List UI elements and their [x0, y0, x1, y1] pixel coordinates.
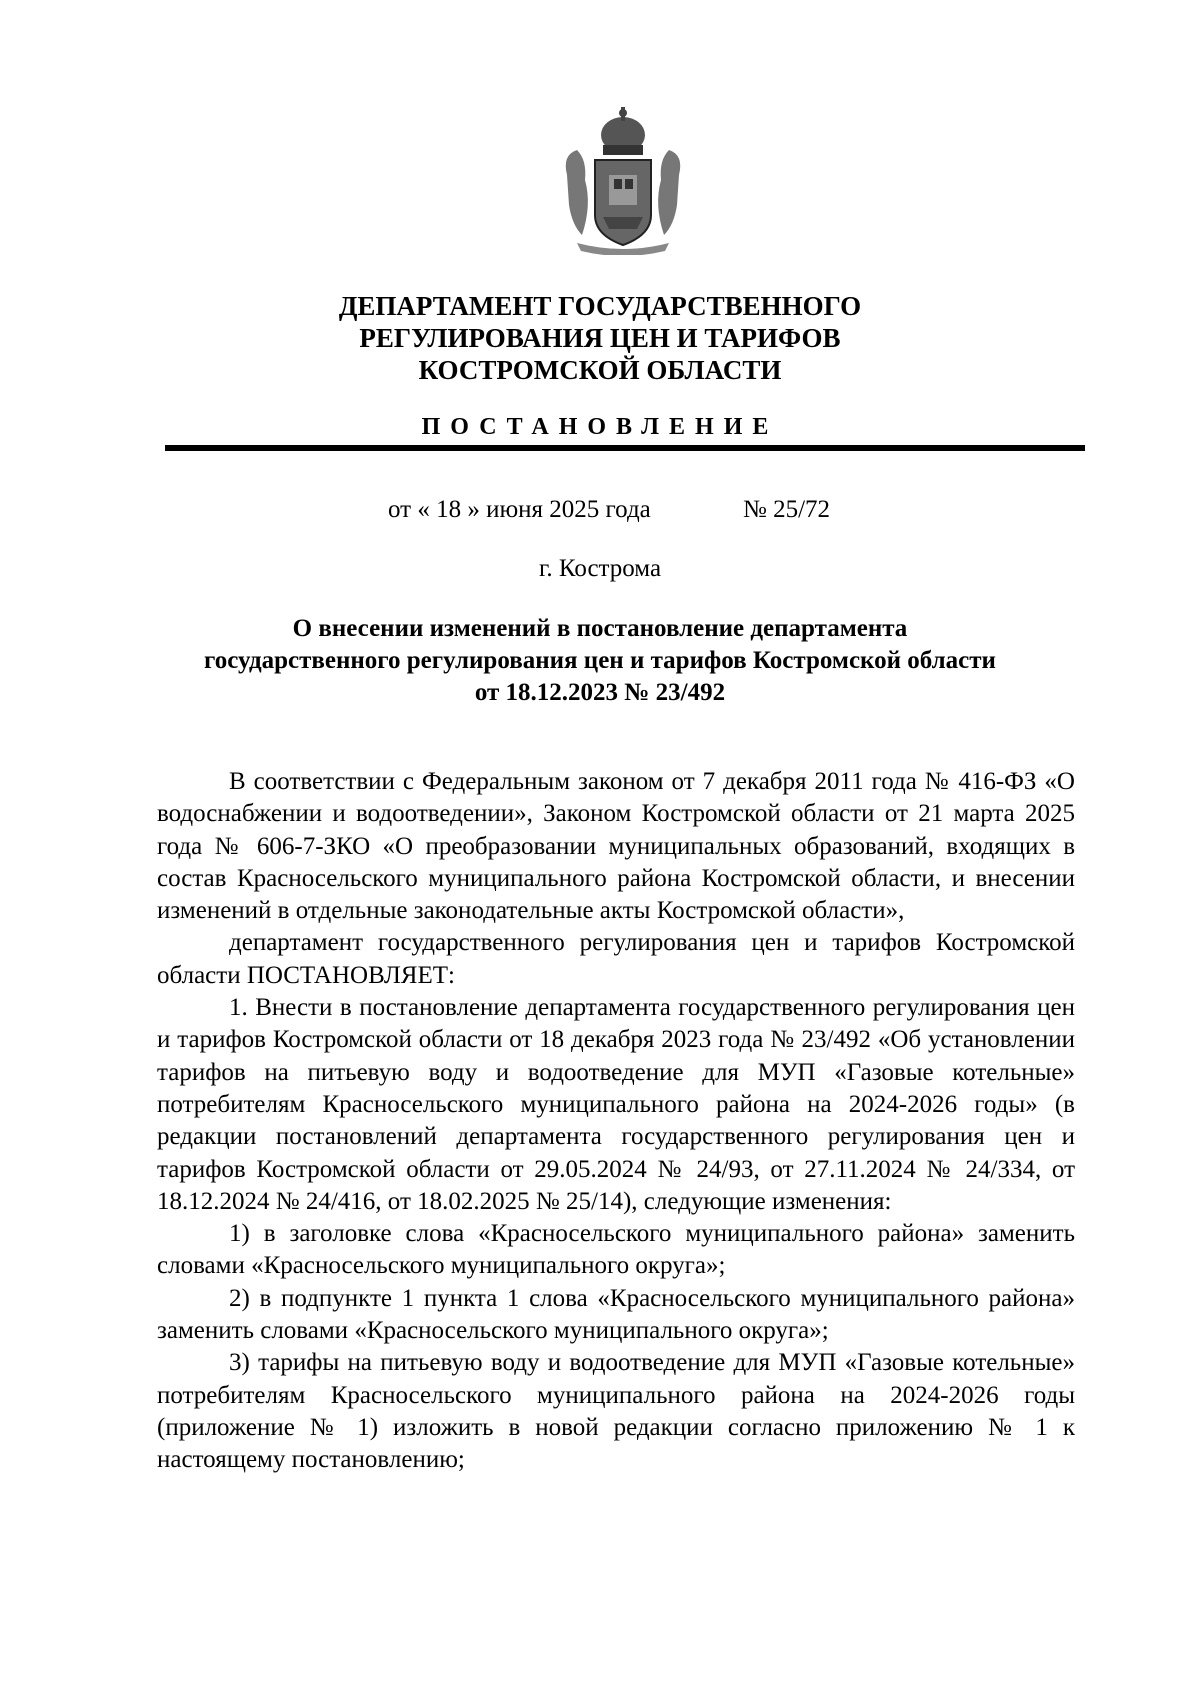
- document-heading: [0, 613, 1200, 709]
- department-name-line: ДЕПАРТАМЕНТ ГОСУДАРСТВЕННОГО: [338, 291, 862, 321]
- heading-line: государственного регулирования цен и тарифов Костромской области: [204, 647, 996, 674]
- heading-line: от 18.12.2023 № 23/492: [474, 679, 726, 706]
- body-paragraph: 1. Внести в постановление департамента государственного регулирования цен и тарифов Костромской области от 18 декабря 2023 года № 23/492 «Об установлении тарифов на питьевую воду и водоотведение для МУП «Газовые котельные» потребителям Красносельского муниципального района на 2024-2026 годы» (в редакции постановлений департамента государственного регулирования цен и тарифов Костромской области от 29.05.2024 № 24/93, от 27.11.2024 № 24/334, от 18.12.2024 № 24/416, от 18.02.2025 № 25/14), следующие изменения:: [157, 994, 1075, 1215]
- department-name: [0, 290, 1200, 386]
- body-paragraph: 3) тарифы на питьевую воду и водоотведение для МУП «Газовые котельные» потребителям Красносельского муниципального района на 2024-2026 годы (приложение № 1) изложить в новой редакции согласно приложению № 1 к настоящему постановлению;: [157, 1349, 1075, 1474]
- document-type: ПОСТАНОВЛЕНИЕ: [421, 414, 779, 440]
- body-paragraph: 2) в подпункте 1 пункта 1 слова «Красносельского муниципального района» заменить словами «Красносельского муниципального округа»;: [157, 1284, 1075, 1345]
- department-name-line: КОСТРОМСКОЙ ОБЛАСТИ: [418, 355, 782, 385]
- body-paragraph: 1) в заголовке слова «Красносельского муниципального района» заменить словами «Красносельского муниципального округа»;: [157, 1220, 1075, 1280]
- document-number: № 25/72: [743, 496, 831, 523]
- city: г. Кострома: [538, 555, 662, 582]
- department-name-line: РЕГУЛИРОВАНИЯ ЦЕН И ТАРИФОВ: [359, 323, 841, 353]
- document-date: от « 18 » июня 2025 года: [388, 496, 651, 523]
- body-paragraph: департамент государственного регулирования цен и тарифов Костромской области ПОСТАНОВЛЯЕТ:: [157, 929, 1075, 989]
- document-body: [157, 766, 1075, 1477]
- heading-line: О внесении изменений в постановление департамента: [292, 615, 908, 642]
- header-divider: [165, 445, 1085, 451]
- coat-of-arms-icon: [557, 105, 689, 255]
- body-paragraph: В соответствии с Федеральным законом от 7 декабря 2011 года № 416-ФЗ «О водоснабжении и водоотведении», Законом Костромской области от 21 марта 2025 года № 606-7-ЗКО «О преобразовании муниципальных образований, входящих в состав Красносельского муниципального района Костромской области, и внесении изменений в отдельные законодательные акты Костромской области»,: [157, 768, 1075, 925]
